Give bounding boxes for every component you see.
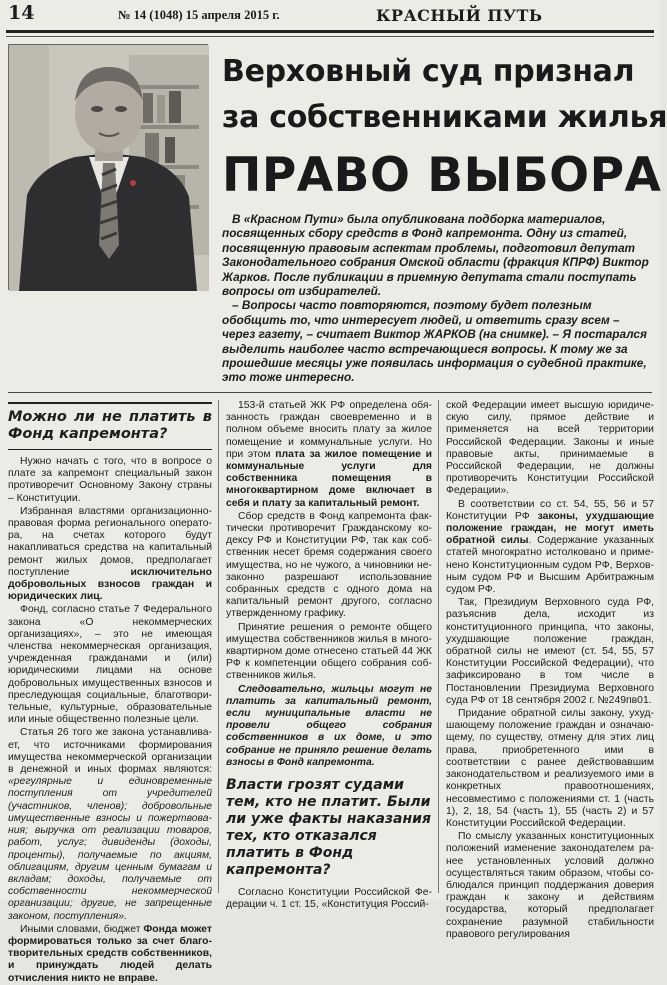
paragraph [226,400,432,510]
newspaper-name: КРАСНЫЙ ПУТЬ [376,6,543,25]
bold-span: исключительно добровольных взносов граждан и юридических лиц. [8,566,212,603]
headline-line-3: ПРАВО ВЫБОРА [222,148,662,203]
italic-span: «регулярные и единовременные поступления от учредителей (участников, членов); добровольные имущественные взносы и пожертвования; выручка от реализации товаров, работ, услуг; дивиденды (доходы, проценты), получаемые по акциям, облигациям, другим ценным бумагам и вкладам; доходы, получаемые от собственности некоммерческой организации; другие, не запрещенные законом, поступления». [8,776,212,922]
paragraph: Так, Президиум Верховного суда РФ, разъяснив дела, исходит из конституционного принципа, что законы, ухудшающие положение граждан, обратной силы не имеют (ст. 54, 55, 57 Конституции Российской Федерации), что зафиксировано в том числе в Постановлении Президиума Верховного суда РФ от 18 сентября 2002 г. №249пв01. [446,597,654,706]
text-span: Статья 26 того же закона устанавливает, что источниками формирования имущества некоммерческой организации в денежной и иных формах являются: [8,727,212,776]
text-span: Избранная властями организационно-правовая форма регионального оператора, на счетах которого будут накапливаться средства на капитальный ремонт жилых домов, предполагает поступление [8,505,212,578]
lead-paragraph [222,212,650,385]
lead-text-2: – Вопросы часто повторяются, поэтому будет полезным обобщить то, что интересует людей, и ответить сразу всем – через газету, – считает Виктор ЖАРКОВ (на снимке). – Я постарался выделить наиболее часто встречающиеся вопросы. К тому же за прошедшие месяцы уже появилась информация о судебной практике, это тоже интересно. [222,298,647,385]
article-column-1 [8,402,212,985]
issue-info: № 14 (1048) 15 апреля 2015 г. [118,8,280,22]
paragraph: Придание обратной силы закону, ухудшающему положение граждан и означающему, по существу, отмену для этих лиц права, приобретенного ими в соответствии с ранее действовавшим законодательством и реализуемого ими в конкретных правоотношениях, несовместимо с положениями ст. 1 (часть 1), 2, 18, 54 (часть 1), 55 (часть 2) и 57 Конституции Российской Федерации. [446,708,654,829]
paragraph [8,924,212,985]
question-heading-2: Власти грозят судами тем, кто не платит. Были ли уже факты наказания тех, кто отказался платить в Фонд капремонта? [226,777,431,879]
article-column-2 [226,400,432,912]
lead-text-1: В «Красном Пути» была опубликована подборка материалов, посвященных сбору средств в Фонд капремонта. Одну из статей, посвященную правовым аспектам проблемы, подготовил депутат Законодательного собрания Омской области (фракция КПРФ) Виктор Жарков. После публикации в приемную депутата стали поступать вопросы от избирателей. [222,212,649,299]
paragraph: ской Федерации имеет высшую юридическую силу, прямое действие и применяется на всей территории Российской Федерации. Законы и иные правовые акты, принимаемые в Российской Федерации, не должны противоречить Конституции Российской Федерации». [446,400,654,497]
text-span: Иными словами, бюджет [20,923,144,935]
header-rule [6,30,654,33]
text-span: В соответствии со ст. 54, 55, 56 и 57 Конституции РФ [446,498,654,522]
paragraph: Фонд, согласно статье 7 Федерального закона «О некоммерческих организациях», – это не имеющая членства некоммерческая организация, учрежденная гражданами и (или) юридическими лицами на основе добровольных имущественных взносов и преследующая социальные, благотворительные, культурные, образовательные или иные общественно полезные цели. [8,604,212,726]
paragraph [446,499,654,597]
bold-span: плата за жилое помещение и коммунальные услуги для собственника помещения в многоквартирном доме включает в себя и плату за капитальный ремонт. [226,448,432,509]
page-number: 14 [8,2,35,24]
paragraph: Следовательно, жильцы могут не платить за капитальный ремонт, если муниципальные власти не провели общего собрания собственников в их доме, и это собрание не приняло решение делать взносы в Фонд капремонта. [226,683,432,768]
text-span: 153-й статьей ЖК РФ определена обязанность граждан своевременно и в полном объеме вносить плату за жилое помещение и коммунальные услуги. Но при этом [226,400,432,460]
article-column-3 [446,400,654,941]
headline-line-1: Верховный суд признал [222,54,635,89]
author-photo-illustration [9,45,209,291]
paragraph: Сбор средств в Фонд капремонта фактически противоречит Гражданскому кодексу РФ и Конституции РФ, так как собственник несет бремя содержания своего имущества, но не чужого, а чиновники незаконно разрешают использование собранных средств с одного дома на капитальный ремонт другого, согласно утвержденному графику. [226,510,432,620]
column-divider-2 [438,400,439,893]
header-rule-thin [6,36,654,37]
section-divider [8,392,652,393]
paragraph: Нужно начать с того, что в вопросе о плате за капремонт специальный закон противоречит Основному Закону страны – Конституции. [8,456,212,504]
text-span: . Содержание указанных статей многократно истолковано и применено Конституционным судом РФ, Верховным судом РФ и Высшим Арбитражным судом РФ. [446,535,654,596]
author-photo [8,44,208,290]
paragraph: Согласно Конституции Российской Федерации ч. 1 ст. 15, «Конституция Россий- [226,887,432,911]
paragraph [8,506,212,604]
headline-line-2: за собственниками жилья [222,100,667,135]
question-heading-1: Можно ли не платить в Фонд капремонта? [8,402,212,450]
bold-span: законы, ухудшающие положение граждан, не могут иметь обратной силы [446,510,654,547]
column-divider-1 [218,400,219,893]
paragraph: Принятие решения о ремонте общего имущества собственников жилья в многоквартирном доме отнесено статьей 44 ЖК РФ к компетенции общего собрания собственников жилья. [226,621,432,682]
bold-span: Фонда может формироваться только за счет благотворительных средств собственников, и принуждать людей делать отчисления никто не вправе. [8,923,212,984]
paragraph: По смыслу указанных конституционных положений изменение законодателем ранее установленных условий должно осуществляться таким образом, чтобы соблюдался принцип поддержания доверия граждан к закону и действиям государства, который предполагает сохранение разумной стабильности правового регулирования [446,831,654,940]
paragraph [8,727,212,922]
